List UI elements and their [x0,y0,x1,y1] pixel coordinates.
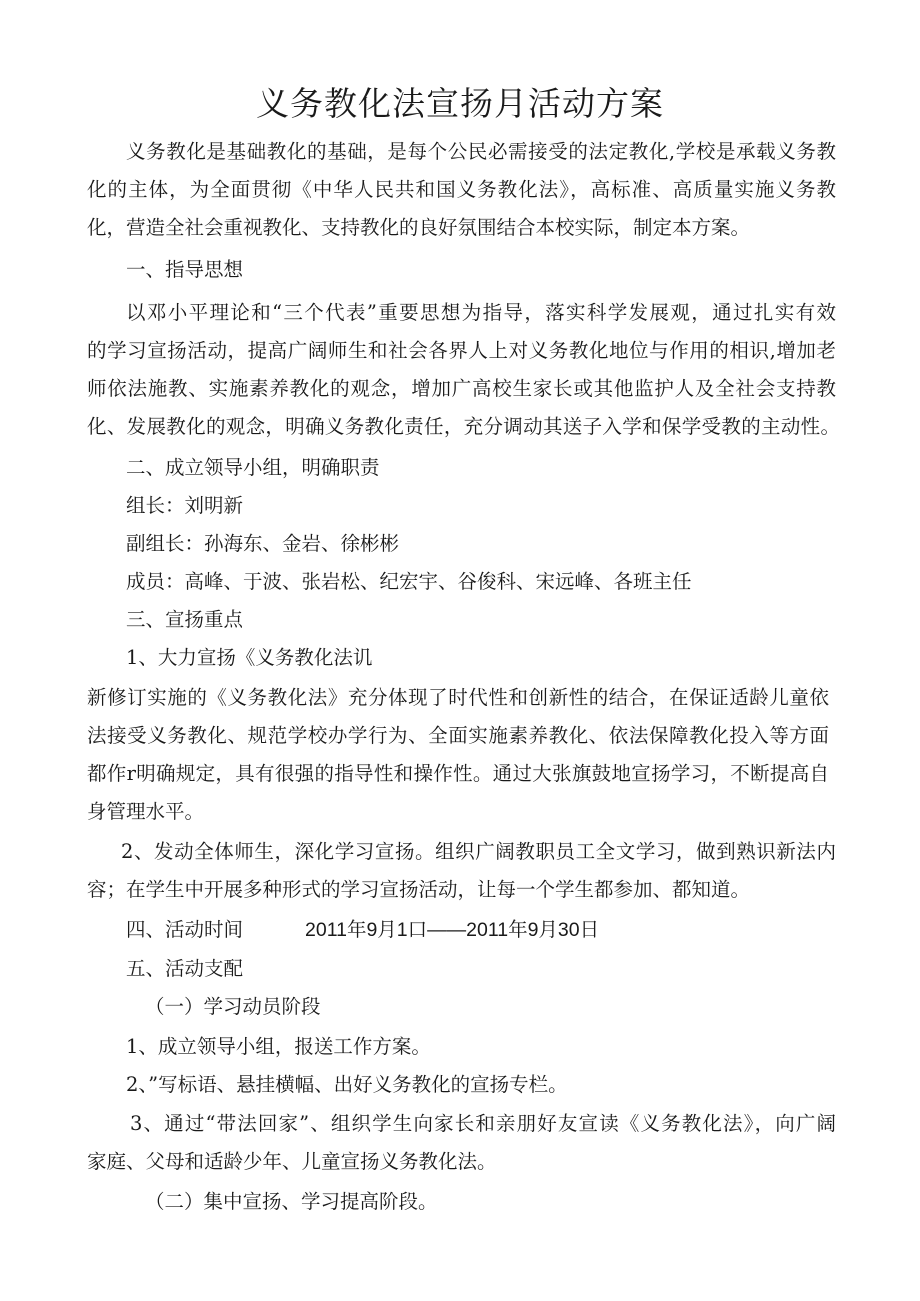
section3-item1-line-3: 都作r明确规定，具有很强的指导性和操作性。通过大张旗鼓地宣扬学习，不断提高自 [87,762,829,785]
section4-line [126,916,599,944]
section5-heading: 五、活动支配 [126,957,244,980]
section2-heading: 二、成立领导小组，明确职责 [126,456,380,479]
intro-line-3: 化，营造全社会重视教化、支持教化的良好氛围结合本校实际，制定本方案。 [87,216,751,239]
section2-deputy: 副组长：孙海东、金岩、徐彬彬 [126,532,400,555]
section2-members: 成员：高峰、于波、张岩松、纪宏宇、谷俊科、宋远峰、各班主任 [126,570,692,593]
section3-item2-line-1: 2、发动全体师生，深化学习宣扬。组织广阔教职员工全文学习，做到熟识新法内 [121,840,836,863]
section5-phase1: （一）学习动员阶段 [145,995,321,1018]
section3-item1-line-1: 新修订实施的《义务教化法》充分体现了时代性和创新性的结合，在保证适龄儿童依 [87,686,829,709]
section1-line-2: 的学习宣扬活动，提高广阔师生和社会各界人上对义务教化地位与作用的相识,增加老 [87,339,836,362]
intro-line-2: 化的主体，为全面贯彻《中华人民共和国义务教化法》，高标准、高质量实施义务教 [87,178,836,201]
section1-heading: 一、指导思想 [126,258,244,281]
section5-phase1-item-1: 1、成立领导小组，报送工作方案。 [126,1035,431,1058]
section5-phase2: （二）集中宣扬、学习提高阶段。 [145,1190,438,1213]
section1-line-1: 以邓小平理论和“三个代表”重要思想为指导，落实科学发展观，通过扎实有效 [126,301,836,324]
document-title: 义务教化法宣扬月活动方案 [256,84,664,123]
section3-item1-line-2: 法接受义务教化、规范学校办学行为、全面实施素养教化、依法保障教化投入等方面 [87,724,829,747]
section3-item1-line-4: 身管理水平。 [87,800,205,823]
section2-leader: 组长：刘明新 [126,494,244,517]
section4-heading: 四、活动时间 [126,918,244,941]
intro-line-1: 义务教化是基础教化的基础，是每个公民必需接受的法定教化,学校是承载义务教 [126,140,836,163]
section1-line-3: 师依法施教、实施素养教化的观念，增加广高校生家长或其他监护人及全社会支持教 [87,377,836,400]
section3-item1-title: 1、大力宣扬《义务教化法讥 [126,646,373,669]
section5-phase1-item3-line-2: 家庭、父母和适龄少年、儿童宣扬义务教化法。 [87,1150,497,1173]
section1-line-4: 化、发展教化的观念，明确义务教化责任，充分调动其送子入学和保学受教的主动性。 [87,415,840,438]
section5-phase1-item3-line-1: 3、通过“带法回家”、组织学生向家长和亲朋好友宣读《义务教化法》，向广阔 [130,1112,836,1135]
section3-heading: 三、宣扬重点 [126,608,244,631]
section5-phase1-item-2: 2、”写标语、悬挂横幅、出好义务教化的宣扬专栏。 [126,1073,568,1096]
section3-item2-line-2: 容；在学生中开展多种形式的学习宣扬活动，让每一个学生都参加、都知道。 [87,878,751,901]
section4-date-range: 2011年9月1口——2011年9月30日 [305,919,600,941]
